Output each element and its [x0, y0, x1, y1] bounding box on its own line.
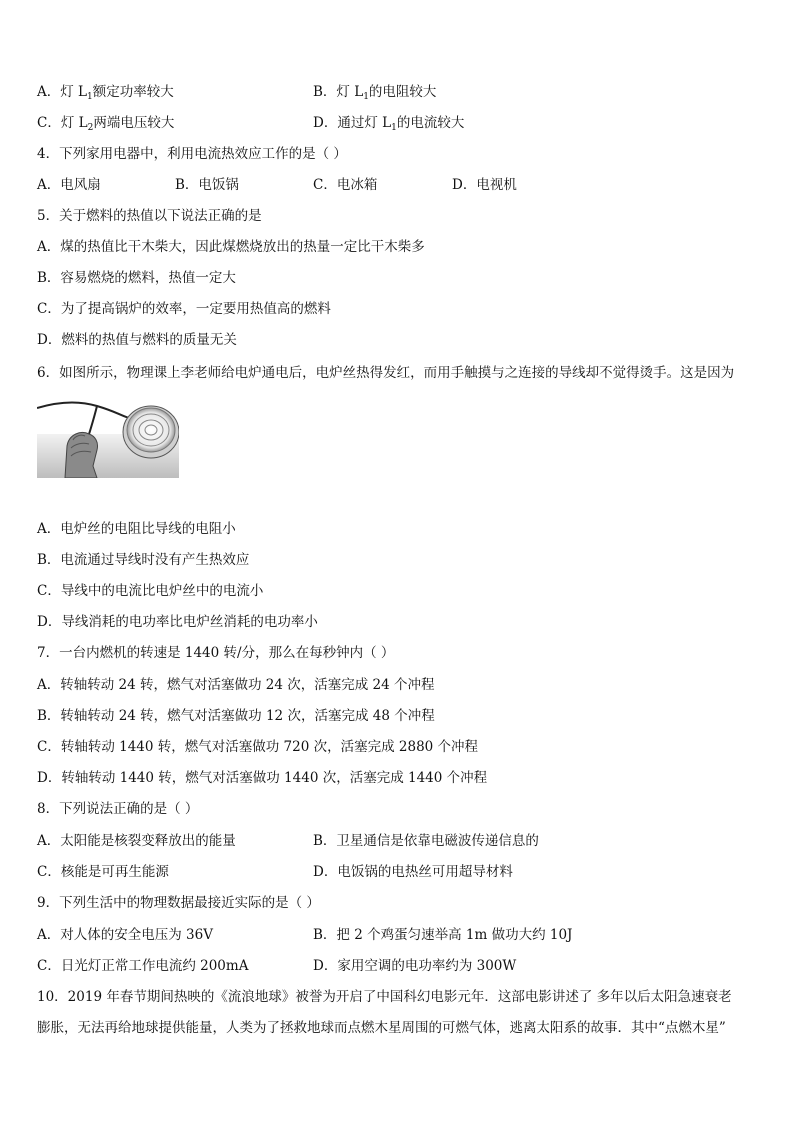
q5-option-d: D．燃料的热值与燃料的质量无关	[37, 332, 237, 348]
q10-stem-line2: 膨胀，无法再给地球提供能量，人类为了拯救地球而点燃木星周围的可燃气体，逃离太阳系的故事．其中“点燃木星”	[37, 1020, 726, 1036]
q8-option-d: D．电饭锅的电热丝可用超导材料	[313, 864, 513, 880]
q5-option-a: A．煤的热值比干木柴大，因此煤燃烧放出的热量一定比干木柴多	[37, 239, 425, 255]
q3-option-c: C．灯 $L_2$两端电压较大	[37, 115, 175, 133]
q7-option-a: A．转轴转动 24 转，燃气对活塞做功 24 次，活塞完成 24 个冲程	[37, 677, 435, 693]
q4-option-c: C．电冰箱	[313, 177, 378, 193]
q5-stem: 5．关于燃料的热值以下说法正确的是	[37, 208, 262, 224]
electric-stove-photo	[37, 396, 179, 478]
q3-option-a: A．灯 $L_1$额定功率较大	[37, 84, 174, 102]
q8-option-b: B．卫星通信是依靠电磁波传递信息的	[313, 833, 539, 849]
q4-stem: 4．下列家用电器中，利用电流热效应工作的是（ ）	[37, 146, 347, 162]
q9-option-c: C．日光灯正常工作电流约 200mA	[37, 958, 249, 974]
q3-option-b: B．灯 $L_1$的电阻较大	[313, 84, 437, 102]
q9-option-d: D．家用空调的电功率约为 300W	[313, 958, 517, 974]
q9-option-a: A．对人体的安全电压为 36V	[37, 927, 213, 943]
q7-option-d: D．转轴转动 1440 转，燃气对活塞做功 1440 次，活塞完成 1440 个冲程	[37, 770, 488, 786]
q5-option-b: B．容易燃烧的燃料，热值一定大	[37, 270, 236, 286]
q7-stem: 7．一台内燃机的转速是 1440 转/分，那么在每秒钟内（ ）	[37, 645, 395, 661]
q9-option-b: B．把 2 个鸡蛋匀速举高 1m 做功大约 10J	[313, 927, 573, 943]
q9-stem: 9．下列生活中的物理数据最接近实际的是（ ）	[37, 895, 320, 911]
q6-stem: 6．如图所示，物理课上李老师给电炉通电后，电炉丝热得发红，而用手触摸与之连接的导线却不觉得烫手。这是因为	[37, 365, 735, 381]
q8-option-a: A．太阳能是核裂变释放出的能量	[37, 833, 236, 849]
q6-option-d: D．导线消耗的电功率比电炉丝消耗的电功率小	[37, 614, 318, 630]
q7-option-c: C．转轴转动 1440 转，燃气对活塞做功 720 次，活塞完成 2880 个冲程	[37, 739, 479, 755]
q4-option-a: A．电风扇	[37, 177, 101, 193]
q6-option-c: C．导线中的电流比电炉丝中的电流小	[37, 583, 264, 599]
q8-option-c: C．核能是可再生能源	[37, 864, 169, 880]
q8-stem: 8．下列说法正确的是（ ）	[37, 801, 199, 817]
q3-option-d: D．通过灯 $L_1$的电流较大	[313, 115, 465, 133]
q5-option-c: C．为了提高锅炉的效率，一定要用热值高的燃料	[37, 301, 331, 317]
q7-option-b: B．转轴转动 24 转，燃气对活塞做功 12 次，活塞完成 48 个冲程	[37, 708, 435, 724]
q6-option-a: A．电炉丝的电阻比导线的电阻小	[37, 521, 236, 537]
q4-option-d: D．电视机	[452, 177, 517, 193]
q4-option-b: B．电饭锅	[175, 177, 239, 193]
q10-stem-line1: 10．2019 年春节期间热映的《流浪地球》被誉为开启了中国科幻电影元年．这部电影讲述了 多年以后太阳急速衰老	[37, 989, 732, 1005]
q6-option-b: B．电流通过导线时没有产生热效应	[37, 552, 250, 568]
